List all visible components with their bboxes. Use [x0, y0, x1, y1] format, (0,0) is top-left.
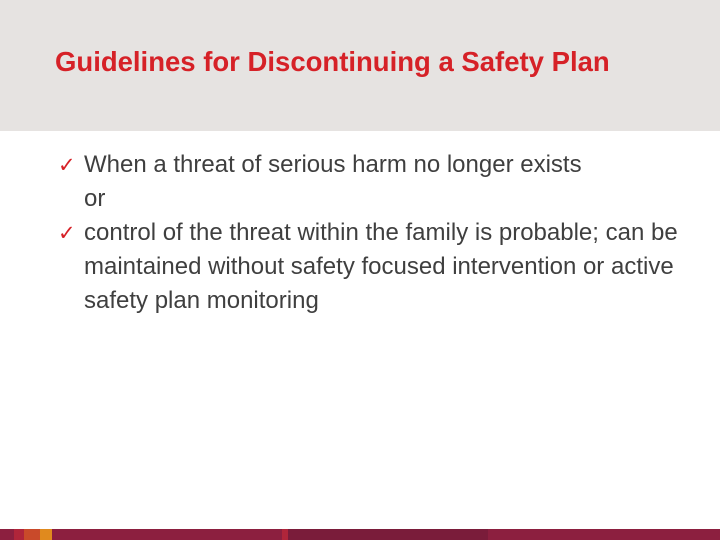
footer-seg [14, 529, 24, 540]
check-icon: ✓ [58, 221, 76, 245]
footer-seg [52, 529, 282, 540]
footer-seg [0, 529, 14, 540]
bullet-item-2 [58, 216, 698, 318]
footer-seg [288, 529, 488, 540]
footer-seg [40, 529, 52, 540]
check-icon: ✓ [58, 153, 76, 177]
bullet-item-1 [58, 148, 698, 182]
bullet-text-or: or [84, 185, 106, 212]
bullet-list [58, 148, 698, 318]
bullet-text-2: control of the threat within the family is probable; can be maintained without safety focused intervention or active safety plan monitoring [84, 219, 678, 314]
footer-seg [24, 529, 40, 540]
bullet-item-or [58, 182, 698, 216]
bullet-text-1: When a threat of serious harm no longer exists [84, 151, 582, 178]
slide-title: Guidelines for Discontinuing a Safety Plan [55, 46, 610, 77]
footer-stripe [0, 529, 720, 540]
title-banner [0, 0, 720, 131]
footer-seg [488, 529, 720, 540]
